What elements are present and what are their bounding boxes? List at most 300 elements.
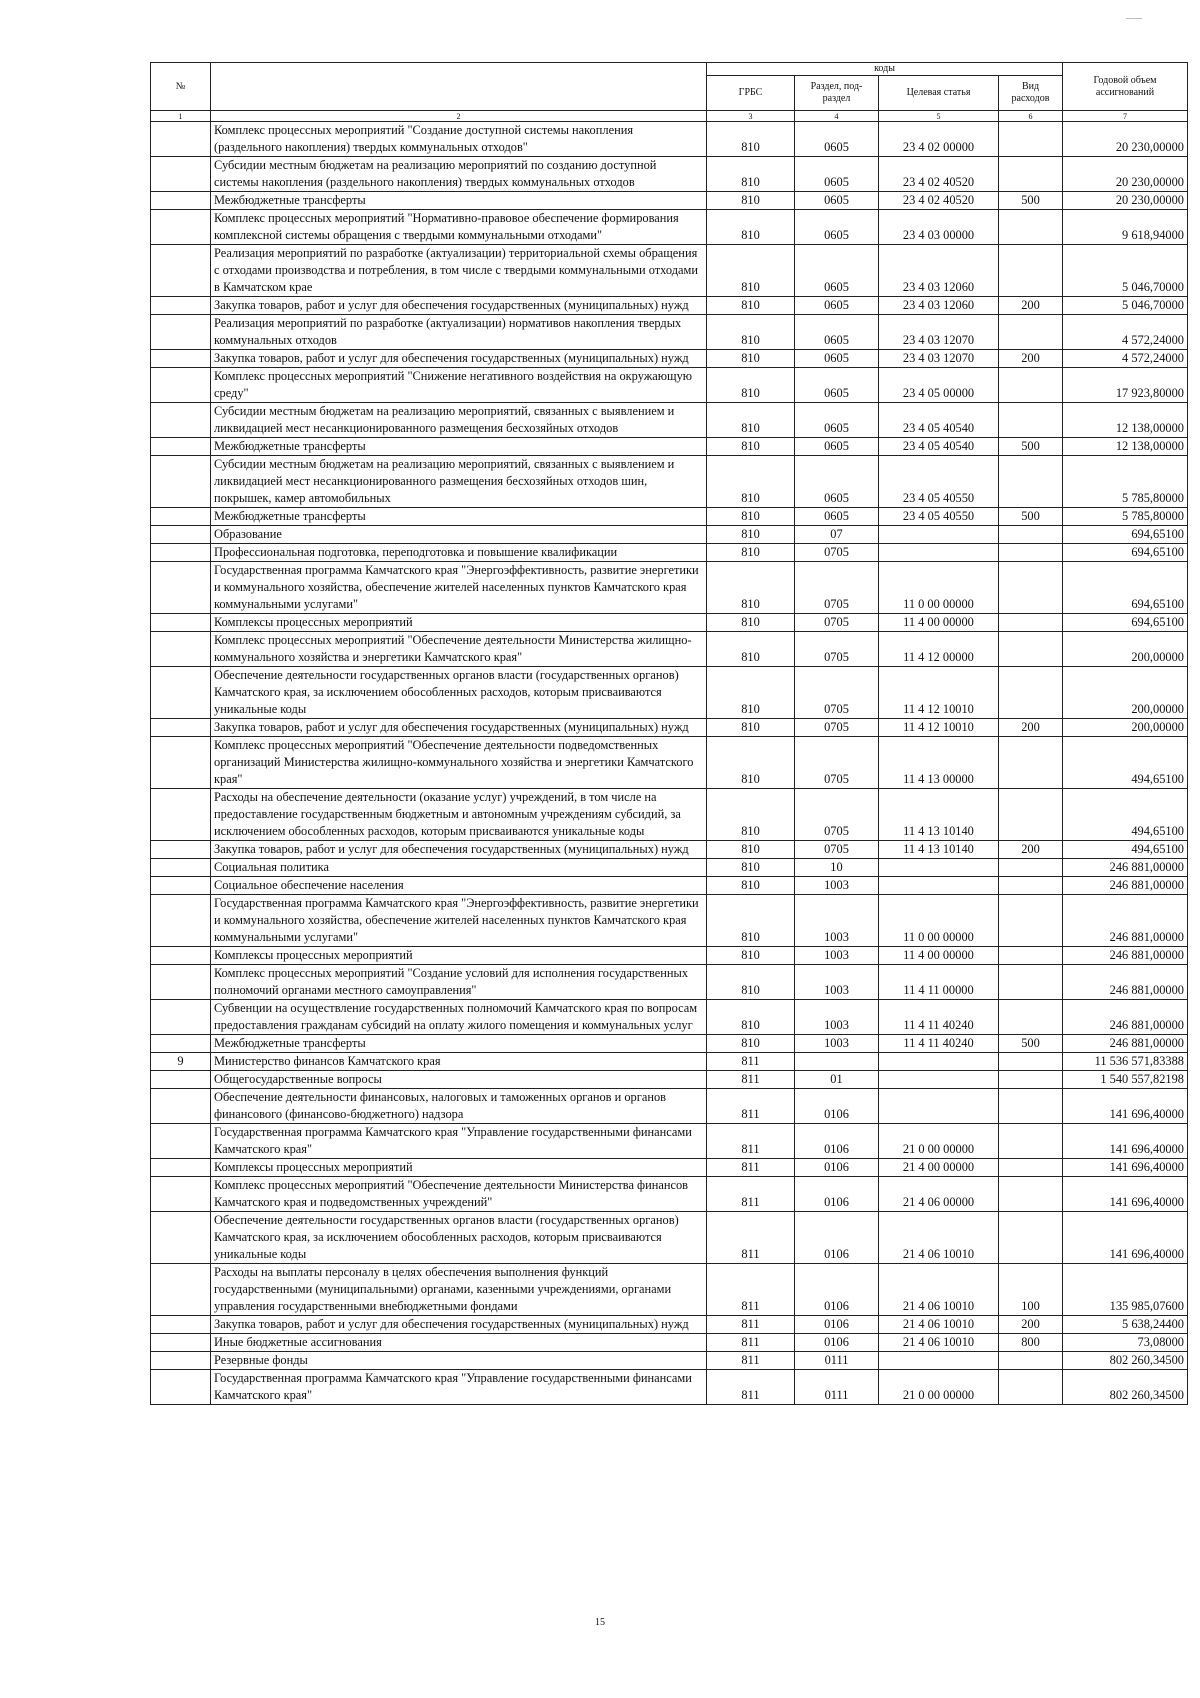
cell-vid	[999, 456, 1063, 508]
cell-grbs: 811	[707, 1370, 795, 1405]
cell-num	[151, 350, 211, 368]
cell-celevaya: 11 0 00 00000	[879, 562, 999, 614]
cell-sum: 141 696,40000	[1063, 1089, 1188, 1124]
table-row	[151, 562, 1188, 614]
cell-num	[151, 789, 211, 841]
cell-name: Межбюджетные трансферты	[211, 438, 707, 456]
header-num: №	[151, 63, 211, 111]
table-row	[151, 965, 1188, 1000]
cell-num	[151, 1000, 211, 1035]
cell-vid: 200	[999, 719, 1063, 737]
cell-sum: 9 618,94000	[1063, 210, 1188, 245]
cell-num	[151, 1177, 211, 1212]
cell-vid: 800	[999, 1334, 1063, 1352]
cell-num	[151, 1316, 211, 1334]
cell-num: 9	[151, 1053, 211, 1071]
cell-num	[151, 947, 211, 965]
cell-grbs: 810	[707, 632, 795, 667]
cell-grbs: 810	[707, 544, 795, 562]
cell-num	[151, 1071, 211, 1089]
cell-razdel: 0106	[795, 1264, 879, 1316]
cell-vid	[999, 895, 1063, 947]
cell-sum: 694,65100	[1063, 614, 1188, 632]
cell-vid	[999, 1124, 1063, 1159]
cell-sum: 73,08000	[1063, 1334, 1188, 1352]
cell-vid: 200	[999, 841, 1063, 859]
cell-razdel: 07	[795, 526, 879, 544]
cell-sum: 246 881,00000	[1063, 1035, 1188, 1053]
cell-razdel: 0605	[795, 456, 879, 508]
cell-grbs: 810	[707, 841, 795, 859]
cell-razdel: 0605	[795, 315, 879, 350]
cell-sum: 5 046,70000	[1063, 245, 1188, 297]
cell-name: Министерство финансов Камчатского края	[211, 1053, 707, 1071]
header-index: 5	[879, 111, 999, 122]
cell-num	[151, 1352, 211, 1370]
cell-razdel: 0605	[795, 508, 879, 526]
cell-grbs: 811	[707, 1071, 795, 1089]
cell-name: Комплекс процессных мероприятий "Создание условий для исполнения государственных полномочий органами местного самоуправления"	[211, 965, 707, 1000]
cell-sum: 246 881,00000	[1063, 965, 1188, 1000]
table-row	[151, 526, 1188, 544]
cell-sum: 141 696,40000	[1063, 1159, 1188, 1177]
cell-razdel: 0705	[795, 667, 879, 719]
cell-vid: 500	[999, 192, 1063, 210]
cell-num	[151, 1159, 211, 1177]
cell-razdel: 1003	[795, 965, 879, 1000]
cell-sum: 246 881,00000	[1063, 895, 1188, 947]
cell-grbs: 810	[707, 947, 795, 965]
cell-grbs: 811	[707, 1089, 795, 1124]
cell-grbs: 810	[707, 403, 795, 438]
cell-num	[151, 841, 211, 859]
cell-celevaya: 23 4 03 12060	[879, 297, 999, 315]
cell-name: Резервные фонды	[211, 1352, 707, 1370]
cell-razdel: 0106	[795, 1334, 879, 1352]
cell-grbs: 811	[707, 1124, 795, 1159]
cell-name: Комплекс процессных мероприятий "Нормативно-правовое обеспечение формирования комплексной системы обращения с твердыми коммунальными отходами"	[211, 210, 707, 245]
cell-name: Комплекс процессных мероприятий "Обеспечение деятельности подведомственных организаций Министерства жилищно-коммунального хозяйства и энергетики Камчатского края"	[211, 737, 707, 789]
cell-num	[151, 1212, 211, 1264]
cell-sum: 200,00000	[1063, 632, 1188, 667]
cell-celevaya: 23 4 05 00000	[879, 368, 999, 403]
cell-num	[151, 562, 211, 614]
header-razdel: Раздел, под-раздел	[795, 76, 879, 111]
cell-sum: 802 260,34500	[1063, 1370, 1188, 1405]
cell-vid: 100	[999, 1264, 1063, 1316]
cell-celevaya: 21 4 06 10010	[879, 1264, 999, 1316]
cell-num	[151, 614, 211, 632]
cell-name: Субвенции на осуществление государственных полномочий Камчатского края по вопросам предоставления гражданам субсидий на оплату жилого помещения и коммунальных услуг	[211, 1000, 707, 1035]
cell-sum: 141 696,40000	[1063, 1212, 1188, 1264]
cell-sum: 494,65100	[1063, 737, 1188, 789]
table-row	[151, 1370, 1188, 1405]
cell-sum: 694,65100	[1063, 526, 1188, 544]
cell-num	[151, 403, 211, 438]
cell-num	[151, 438, 211, 456]
cell-grbs: 811	[707, 1053, 795, 1071]
cell-sum: 494,65100	[1063, 841, 1188, 859]
cell-num	[151, 508, 211, 526]
cell-razdel: 0605	[795, 350, 879, 368]
table-header	[151, 63, 1188, 122]
table-row	[151, 1212, 1188, 1264]
cell-name: Иные бюджетные ассигнования	[211, 1334, 707, 1352]
cell-celevaya: 21 0 00 00000	[879, 1124, 999, 1159]
cell-sum: 494,65100	[1063, 789, 1188, 841]
cell-razdel: 0605	[795, 192, 879, 210]
cell-celevaya: 11 4 11 00000	[879, 965, 999, 1000]
cell-razdel: 1003	[795, 895, 879, 947]
cell-sum: 135 985,07600	[1063, 1264, 1188, 1316]
cell-name: Общегосударственные вопросы	[211, 1071, 707, 1089]
table-row	[151, 1035, 1188, 1053]
cell-celevaya	[879, 526, 999, 544]
cell-num	[151, 1089, 211, 1124]
cell-razdel: 01	[795, 1071, 879, 1089]
cell-razdel: 1003	[795, 1000, 879, 1035]
cell-grbs: 810	[707, 245, 795, 297]
cell-name: Межбюджетные трансферты	[211, 192, 707, 210]
cell-name: Расходы на обеспечение деятельности (оказание услуг) учреждений, в том числе на предоставление государственным бюджетным и автономным учреждениям субсидий, за исключением обособленных расходов, которым присваиваются уникальные коды	[211, 789, 707, 841]
cell-celevaya: 21 0 00 00000	[879, 1370, 999, 1405]
cell-num	[151, 456, 211, 508]
cell-vid	[999, 544, 1063, 562]
cell-name: Государственная программа Камчатского края "Управление государственными финансами Камчатского края"	[211, 1370, 707, 1405]
cell-celevaya: 23 4 03 12070	[879, 315, 999, 350]
cell-razdel: 10	[795, 859, 879, 877]
cell-sum: 12 138,00000	[1063, 403, 1188, 438]
cell-name: Закупка товаров, работ и услуг для обеспечения государственных (муниципальных) нужд	[211, 1316, 707, 1334]
cell-name: Комплексы процессных мероприятий	[211, 614, 707, 632]
cell-grbs: 810	[707, 368, 795, 403]
cell-vid: 500	[999, 1035, 1063, 1053]
cell-num	[151, 1035, 211, 1053]
cell-vid	[999, 403, 1063, 438]
cell-sum: 246 881,00000	[1063, 877, 1188, 895]
cell-vid	[999, 368, 1063, 403]
cell-num	[151, 859, 211, 877]
table-row	[151, 1316, 1188, 1334]
cell-vid	[999, 614, 1063, 632]
cell-razdel: 0605	[795, 297, 879, 315]
cell-sum: 1 540 557,82198	[1063, 1071, 1188, 1089]
table-row	[151, 245, 1188, 297]
cell-name: Комплекс процессных мероприятий "Обеспечение деятельности Министерства жилищно-коммунального хозяйства и энергетики Камчатского края"	[211, 632, 707, 667]
cell-razdel: 0705	[795, 719, 879, 737]
cell-vid	[999, 877, 1063, 895]
cell-vid	[999, 1089, 1063, 1124]
cell-vid: 200	[999, 1316, 1063, 1334]
cell-name: Обеспечение деятельности государственных органов власти (государственных органов) Камчатского края, за исключением обособленных расходов, которым присваиваются уникальные коды	[211, 1212, 707, 1264]
cell-razdel: 0605	[795, 210, 879, 245]
cell-sum: 246 881,00000	[1063, 859, 1188, 877]
cell-vid	[999, 1177, 1063, 1212]
cell-grbs: 810	[707, 438, 795, 456]
cell-name: Реализация мероприятий по разработке (актуализации) территориальной схемы обращения с отходами производства и потребления, в том числе с твердыми коммунальными отходами в Камчатском крае	[211, 245, 707, 297]
cell-razdel: 0605	[795, 438, 879, 456]
header-name	[211, 63, 707, 111]
cell-razdel: 0705	[795, 841, 879, 859]
cell-razdel	[795, 1053, 879, 1071]
table-row	[151, 210, 1188, 245]
cell-razdel: 0705	[795, 544, 879, 562]
cell-name: Государственная программа Камчатского края "Управление государственными финансами Камчатского края"	[211, 1124, 707, 1159]
cell-name: Закупка товаров, работ и услуг для обеспечения государственных (муниципальных) нужд	[211, 719, 707, 737]
cell-sum: 200,00000	[1063, 667, 1188, 719]
cell-name: Комплекс процессных мероприятий "Обеспечение деятельности Министерства финансов Камчатского края и подведомственных учреждений"	[211, 1177, 707, 1212]
cell-sum: 20 230,00000	[1063, 192, 1188, 210]
cell-sum: 5 638,24400	[1063, 1316, 1188, 1334]
cell-vid	[999, 1212, 1063, 1264]
cell-name: Социальное обеспечение населения	[211, 877, 707, 895]
cell-name: Государственная программа Камчатского края "Энергоэффективность, развитие энергетики и коммунального хозяйства, обеспечение жителей населенных пунктов Камчатского края коммунальными услугами"	[211, 895, 707, 947]
cell-grbs: 810	[707, 1000, 795, 1035]
header-sum: Годовой объем ассигнований	[1063, 63, 1188, 111]
cell-celevaya	[879, 877, 999, 895]
cell-grbs: 810	[707, 122, 795, 157]
cell-razdel: 0705	[795, 632, 879, 667]
cell-vid	[999, 789, 1063, 841]
table-row	[151, 1352, 1188, 1370]
cell-name: Реализация мероприятий по разработке (актуализации) нормативов накопления твердых коммунальных отходов	[211, 315, 707, 350]
cell-grbs: 810	[707, 210, 795, 245]
cell-celevaya: 23 4 02 40520	[879, 157, 999, 192]
cell-vid	[999, 210, 1063, 245]
cell-celevaya	[879, 859, 999, 877]
header-vid: Вид расходов	[999, 76, 1063, 111]
table-row	[151, 192, 1188, 210]
table-row	[151, 1159, 1188, 1177]
cell-num	[151, 737, 211, 789]
cell-sum: 5 785,80000	[1063, 508, 1188, 526]
cell-vid	[999, 1053, 1063, 1071]
cell-name: Комплекс процессных мероприятий "Создание доступной системы накопления (раздельного накопления) твердых коммунальных отходов"	[211, 122, 707, 157]
cell-celevaya: 11 4 11 40240	[879, 1035, 999, 1053]
cell-name: Расходы на выплаты персоналу в целях обеспечения выполнения функций государственными (муниципальными) органами, казенными учреждениями, органами управления государственными внебюджетными фондами	[211, 1264, 707, 1316]
header-index: 6	[999, 111, 1063, 122]
cell-sum: 17 923,80000	[1063, 368, 1188, 403]
cell-num	[151, 192, 211, 210]
cell-vid	[999, 122, 1063, 157]
cell-grbs: 810	[707, 737, 795, 789]
header-index: 7	[1063, 111, 1188, 122]
cell-vid	[999, 157, 1063, 192]
cell-celevaya	[879, 1352, 999, 1370]
cell-name: Комплексы процессных мероприятий	[211, 1159, 707, 1177]
cell-name: Образование	[211, 526, 707, 544]
table-row	[151, 841, 1188, 859]
cell-razdel: 0605	[795, 403, 879, 438]
cell-num	[151, 1334, 211, 1352]
cell-name: Обеспечение деятельности государственных органов власти (государственных органов) Камчатского края, за исключением обособленных расходов, которым присваиваются уникальные коды	[211, 667, 707, 719]
table-row	[151, 403, 1188, 438]
cell-grbs: 811	[707, 1264, 795, 1316]
cell-name: Закупка товаров, работ и услуг для обеспечения государственных (муниципальных) нужд	[211, 297, 707, 315]
cell-vid: 200	[999, 350, 1063, 368]
cell-num	[151, 245, 211, 297]
budget-table-sheet	[150, 62, 1184, 1405]
cell-sum: 5 785,80000	[1063, 456, 1188, 508]
cell-celevaya	[879, 1089, 999, 1124]
cell-sum: 20 230,00000	[1063, 157, 1188, 192]
cell-razdel: 0106	[795, 1089, 879, 1124]
cell-sum: 246 881,00000	[1063, 1000, 1188, 1035]
cell-celevaya: 23 4 03 00000	[879, 210, 999, 245]
cell-razdel: 0106	[795, 1124, 879, 1159]
cell-vid	[999, 632, 1063, 667]
table-row	[151, 859, 1188, 877]
cell-num	[151, 667, 211, 719]
table-row	[151, 1124, 1188, 1159]
cell-razdel: 0605	[795, 245, 879, 297]
cell-num	[151, 544, 211, 562]
cell-grbs: 810	[707, 192, 795, 210]
cell-vid	[999, 562, 1063, 614]
cell-grbs: 810	[707, 526, 795, 544]
table-row	[151, 737, 1188, 789]
cell-grbs: 810	[707, 315, 795, 350]
cell-num	[151, 297, 211, 315]
cell-celevaya: 11 4 13 10140	[879, 841, 999, 859]
cell-celevaya: 21 4 00 00000	[879, 1159, 999, 1177]
cell-grbs: 810	[707, 877, 795, 895]
cell-razdel: 1003	[795, 1035, 879, 1053]
cell-celevaya: 11 4 11 40240	[879, 1000, 999, 1035]
cell-celevaya: 21 4 06 00000	[879, 1177, 999, 1212]
cell-sum: 694,65100	[1063, 562, 1188, 614]
cell-vid	[999, 859, 1063, 877]
scan-mark	[1126, 18, 1142, 19]
cell-num	[151, 526, 211, 544]
cell-sum: 246 881,00000	[1063, 947, 1188, 965]
cell-razdel: 0605	[795, 122, 879, 157]
table-row	[151, 122, 1188, 157]
table-row	[151, 544, 1188, 562]
table-row	[151, 947, 1188, 965]
cell-num	[151, 632, 211, 667]
cell-razdel: 0111	[795, 1370, 879, 1405]
cell-grbs: 811	[707, 1316, 795, 1334]
table-row	[151, 895, 1188, 947]
table-row	[151, 719, 1188, 737]
cell-grbs: 810	[707, 297, 795, 315]
cell-num	[151, 368, 211, 403]
cell-razdel: 0705	[795, 562, 879, 614]
cell-name: Комплексы процессных мероприятий	[211, 947, 707, 965]
table-row	[151, 438, 1188, 456]
header-index: 1	[151, 111, 211, 122]
cell-celevaya: 11 4 12 10010	[879, 719, 999, 737]
cell-vid	[999, 1352, 1063, 1370]
table-row	[151, 614, 1188, 632]
cell-celevaya: 23 4 03 12070	[879, 350, 999, 368]
cell-razdel: 0111	[795, 1352, 879, 1370]
cell-vid: 500	[999, 508, 1063, 526]
table-row	[151, 157, 1188, 192]
cell-grbs: 811	[707, 1334, 795, 1352]
cell-vid	[999, 1071, 1063, 1089]
table-row	[151, 297, 1188, 315]
table-row	[151, 508, 1188, 526]
cell-celevaya: 11 4 13 00000	[879, 737, 999, 789]
header-index: 4	[795, 111, 879, 122]
cell-razdel: 0106	[795, 1177, 879, 1212]
cell-celevaya: 23 4 05 40550	[879, 508, 999, 526]
cell-sum: 694,65100	[1063, 544, 1188, 562]
cell-vid	[999, 1370, 1063, 1405]
cell-razdel: 0106	[795, 1316, 879, 1334]
table-row	[151, 667, 1188, 719]
cell-vid	[999, 1159, 1063, 1177]
cell-razdel: 0705	[795, 737, 879, 789]
cell-vid	[999, 737, 1063, 789]
cell-vid	[999, 667, 1063, 719]
cell-razdel: 1003	[795, 947, 879, 965]
cell-razdel: 0705	[795, 614, 879, 632]
cell-name: Межбюджетные трансферты	[211, 1035, 707, 1053]
cell-num	[151, 157, 211, 192]
cell-celevaya: 21 4 06 10010	[879, 1316, 999, 1334]
cell-grbs: 810	[707, 456, 795, 508]
cell-razdel: 0605	[795, 368, 879, 403]
cell-grbs: 810	[707, 157, 795, 192]
cell-celevaya: 23 4 02 00000	[879, 122, 999, 157]
cell-razdel: 0106	[795, 1159, 879, 1177]
cell-num	[151, 122, 211, 157]
cell-celevaya: 21 4 06 10010	[879, 1212, 999, 1264]
cell-vid: 200	[999, 297, 1063, 315]
cell-grbs: 810	[707, 789, 795, 841]
cell-num	[151, 1124, 211, 1159]
cell-sum: 802 260,34500	[1063, 1352, 1188, 1370]
cell-name: Межбюджетные трансферты	[211, 508, 707, 526]
cell-grbs: 810	[707, 508, 795, 526]
cell-grbs: 810	[707, 859, 795, 877]
cell-num	[151, 1264, 211, 1316]
cell-num	[151, 965, 211, 1000]
table-body	[151, 122, 1188, 1405]
cell-name: Субсидии местным бюджетам на реализацию мероприятий, связанных с выявлением и ликвидацией мест несанкционированного размещения бесхозяйных отходов шин, покрышек, камер автомобильных	[211, 456, 707, 508]
table-row	[151, 350, 1188, 368]
cell-name: Государственная программа Камчатского края "Энергоэффективность, развитие энергетики и коммунального хозяйства, обеспечение жителей населенных пунктов Камчатского края коммунальными услугами"	[211, 562, 707, 614]
cell-vid	[999, 245, 1063, 297]
cell-vid	[999, 526, 1063, 544]
cell-celevaya	[879, 1053, 999, 1071]
cell-celevaya	[879, 1071, 999, 1089]
cell-vid: 500	[999, 438, 1063, 456]
table-row	[151, 632, 1188, 667]
cell-celevaya: 23 4 05 40550	[879, 456, 999, 508]
cell-razdel: 0106	[795, 1212, 879, 1264]
cell-grbs: 810	[707, 614, 795, 632]
cell-name: Социальная политика	[211, 859, 707, 877]
cell-name: Закупка товаров, работ и услуг для обеспечения государственных (муниципальных) нужд	[211, 350, 707, 368]
cell-vid	[999, 947, 1063, 965]
header-codes: коды	[707, 63, 1063, 76]
cell-grbs: 811	[707, 1212, 795, 1264]
cell-celevaya	[879, 544, 999, 562]
cell-celevaya: 21 4 06 10010	[879, 1334, 999, 1352]
cell-sum: 4 572,24000	[1063, 315, 1188, 350]
cell-grbs: 811	[707, 1352, 795, 1370]
cell-celevaya: 11 4 12 10010	[879, 667, 999, 719]
header-grbs: ГРБС	[707, 76, 795, 111]
cell-sum: 141 696,40000	[1063, 1124, 1188, 1159]
cell-celevaya: 23 4 05 40540	[879, 438, 999, 456]
cell-grbs: 810	[707, 562, 795, 614]
cell-celevaya: 11 4 13 10140	[879, 789, 999, 841]
